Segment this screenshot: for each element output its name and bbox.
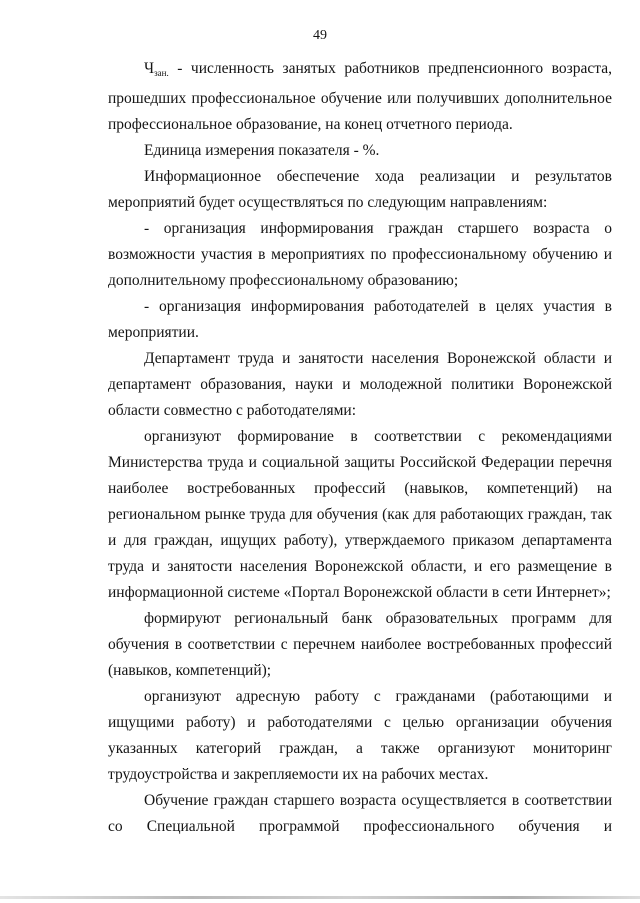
information-support-paragraph: Информационное обеспечение хода реализации и результатов мероприятий будет осуществляться по следующим направлениям: — [108, 168, 612, 211]
formula-definition-paragraph — [108, 56, 612, 138]
list-item-informing-citizens: - организация информирования граждан старшего возраста о возможности участия в мероприятиях по профессиональному обучению и дополнительному профессиональному образованию; — [108, 220, 612, 289]
formula-subscript: зан. — [154, 68, 169, 78]
organize-list-formation-paragraph: организуют формирование в соответствии с рекомендациями Министерства труда и социальной защиты Российской Федерации перечня наиболее востребованных профессий (навыков, компетенций) на региональном рынке труда для обучения (как для работающих граждан, так и для граждан, ищущих работу), утверждаемого приказом департамента труда и занятости населения Воронежской области, и его размещение в информационной системе «Портал Воронежской области в сети Интернет»; — [108, 428, 612, 601]
page-number: 49 — [313, 28, 327, 43]
form-program-bank-paragraph: формируют региональный банк образовательных программ для обучения в соответствии с перечнем наиболее востребованных профессий (навыков, компетенций); — [108, 610, 612, 679]
targeted-work-paragraph: организуют адресную работу с гражданами (работающими и ищущими работу) и работодателями с целью организации обучения указанных категорий граждан, а также организуют мониторинг трудоустройства и закрепляемости их на рабочих местах. — [108, 688, 612, 783]
list-item-informing-employers: - организация информирования работодателей в целях участия в мероприятии. — [108, 298, 612, 341]
scan-bottom-edge — [0, 896, 640, 899]
departments-paragraph: Департамент труда и занятости населения Воронежской области и департамент образования, науки и молодежной политики Воронежской области совместно с работодателями: — [108, 350, 612, 419]
training-basis-paragraph: Обучение граждан старшего возраста осуществляется в соответствии со Специальной программой профессионального обучения и — [108, 792, 612, 835]
formula-symbol: Ч — [144, 60, 155, 77]
unit-of-measure-paragraph: Единица измерения показателя - %. — [144, 142, 380, 159]
document-body — [108, 56, 612, 840]
formula-definition: - численность занятых работников предпенсионного возраста, прошедших профессиональное обучение или получивших дополнительное профессиональное образование, на конец отчетного периода. — [108, 60, 612, 133]
